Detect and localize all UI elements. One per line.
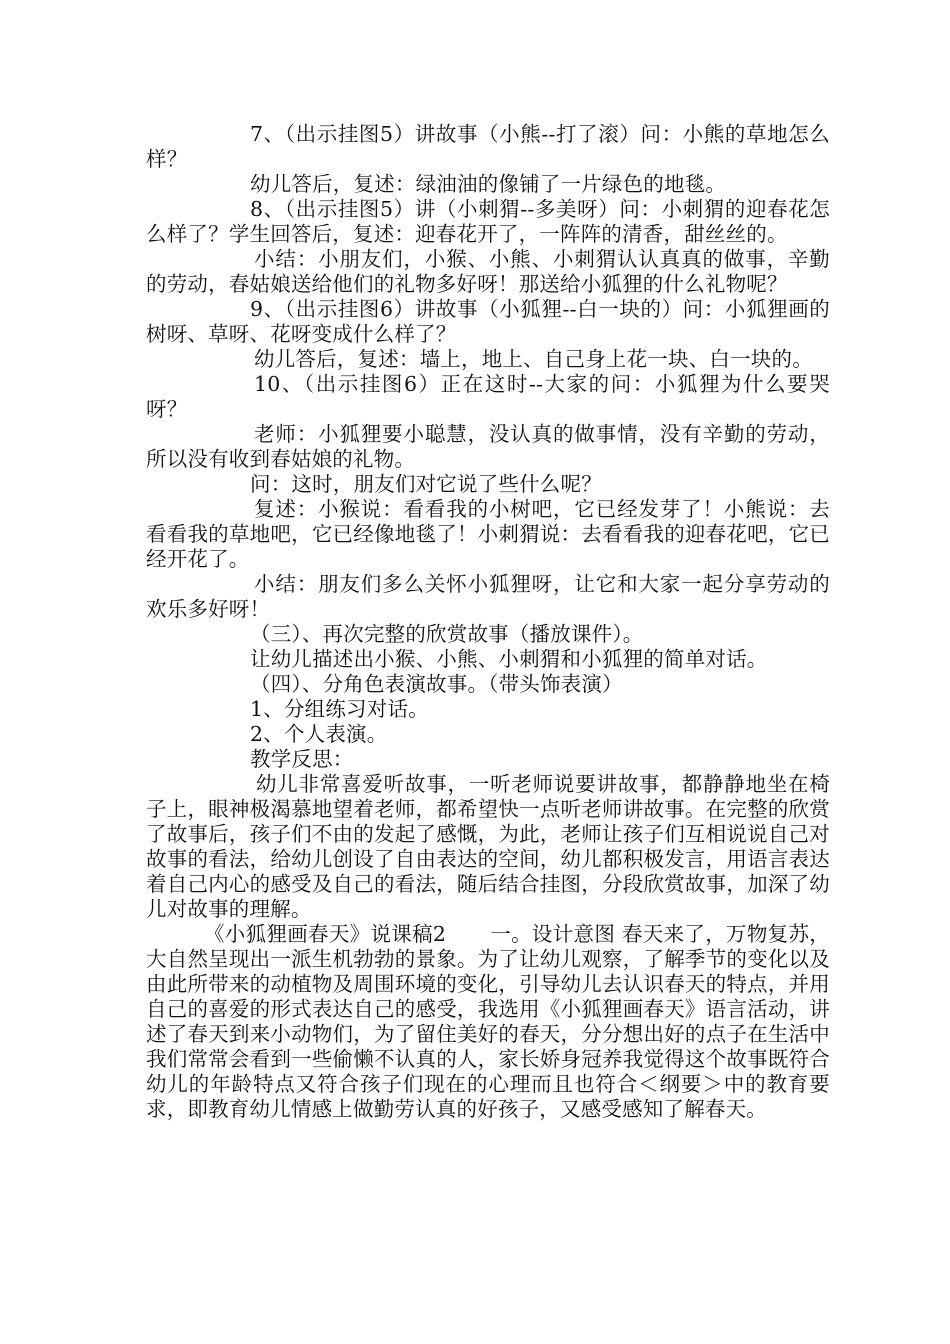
paragraph: （三）、再次完整的欣赏故事（播放课件）。 <box>250 622 644 646</box>
lesson-body: 一。设计意图 春天来了，万物复苏，大自然呈现出一派生机勃勃的景象。为了让幼儿观察，了解季节的变化以及由此所带来的动植物及周围环境的变化，引导幼儿去认识春天的特点，并用自己的喜爱的形式表达自己的感受，我选用《小狐狸画春天》语言活动，讲述了春天到来小动物们，为了留住美好的春天，分分想出好的点子在生活中我们常常会看到一些偷懒不认真的人，家长娇身冠养我觉得这个故事既符合幼儿的年龄特点又符合孩子们现在的心理而且也符合＜纲要＞中的教育要求，即教育幼儿情感上做勤劳认真的好孩子，又感受感知了解春天。 <box>146 922 830 1121</box>
paragraph: 幼儿答后，复述：墙上，地上、自己身上花一块、白一块的。 <box>254 347 813 371</box>
document-body <box>146 122 830 1122</box>
paragraph: 小结：小朋友们，小猴、小熊、小刺猬认认真真的做事，辛勤的劳动，春姑娘送给他们的礼物多好呀！那送给小狐狸的什么礼物呢？ <box>146 247 830 296</box>
paragraph: 幼儿非常喜爱听故事，一听老师说要讲故事，都静静地坐在椅子上，眼神极渴慕地望着老师，都希望快一点听老师讲故事。在完整的欣赏了故事后，孩子们不由的发起了感慨，为此，老师让孩子们互相说说自己对故事的看法，给幼儿创设了自由表达的空间，幼儿都积极发言，用语言表达着自己内心的感受及自己的看法，随后结合挂图，分段欣赏故事，加深了幼儿对故事的理解。 <box>146 772 830 921</box>
paragraph: 8、（出示挂图5）讲（小刺猬--多美呀）问：小刺猬的迎春花怎么样了？学生回答后，复述：迎春花开了，一阵阵的清香，甜丝丝的。 <box>146 197 830 246</box>
lesson-title: 《小狐狸画春天》说课稿2 <box>204 922 447 946</box>
paragraph: 复述：小猴说：看看我的小树吧，它已经发芽了！小熊说：去看看我的草地吧，它已经像地毯了！小刺猬说：去看看我的迎春花吧，它已经开花了。 <box>146 497 830 571</box>
paragraph: 9、（出示挂图6）讲故事（小狐狸--白一块的）问：小狐狸画的树呀、草呀、花呀变成什么样了？ <box>146 297 830 346</box>
paragraph: 让幼儿描述出小猴、小熊、小刺猬和小狐狸的简单对话。 <box>250 647 768 671</box>
paragraph: 老师：小狐狸要小聪慧，没认真的做事情，没有辛勤的劳动，所以没有收到春姑娘的礼物。 <box>146 422 830 471</box>
paragraph: 7、（出示挂图5）讲故事（小熊--打了滚）问：小熊的草地怎么样？ <box>146 122 830 171</box>
paragraph: （四）、分角色表演故事。（带头饰表演） <box>250 672 623 696</box>
paragraph: 教学反思： <box>250 747 354 771</box>
final-paragraph <box>146 922 830 1122</box>
paragraph: 小结：朋友们多么关怀小狐狸呀，让它和大家一起分享劳动的欢乐多好呀！ <box>146 572 830 621</box>
paragraph: 10、（出示挂图6）正在这时--大家的问：小狐狸为什么要哭呀？ <box>146 372 830 421</box>
paragraph: 1、分组练习对话。 <box>250 697 429 721</box>
paragraph: 问：这时，朋友们对它说了些什么呢？ <box>250 472 602 496</box>
paragraph: 2、个人表演。 <box>250 722 388 746</box>
paragraph: 幼儿答后，复述：绿油油的像铺了一片绿色的地毯。 <box>250 172 727 196</box>
